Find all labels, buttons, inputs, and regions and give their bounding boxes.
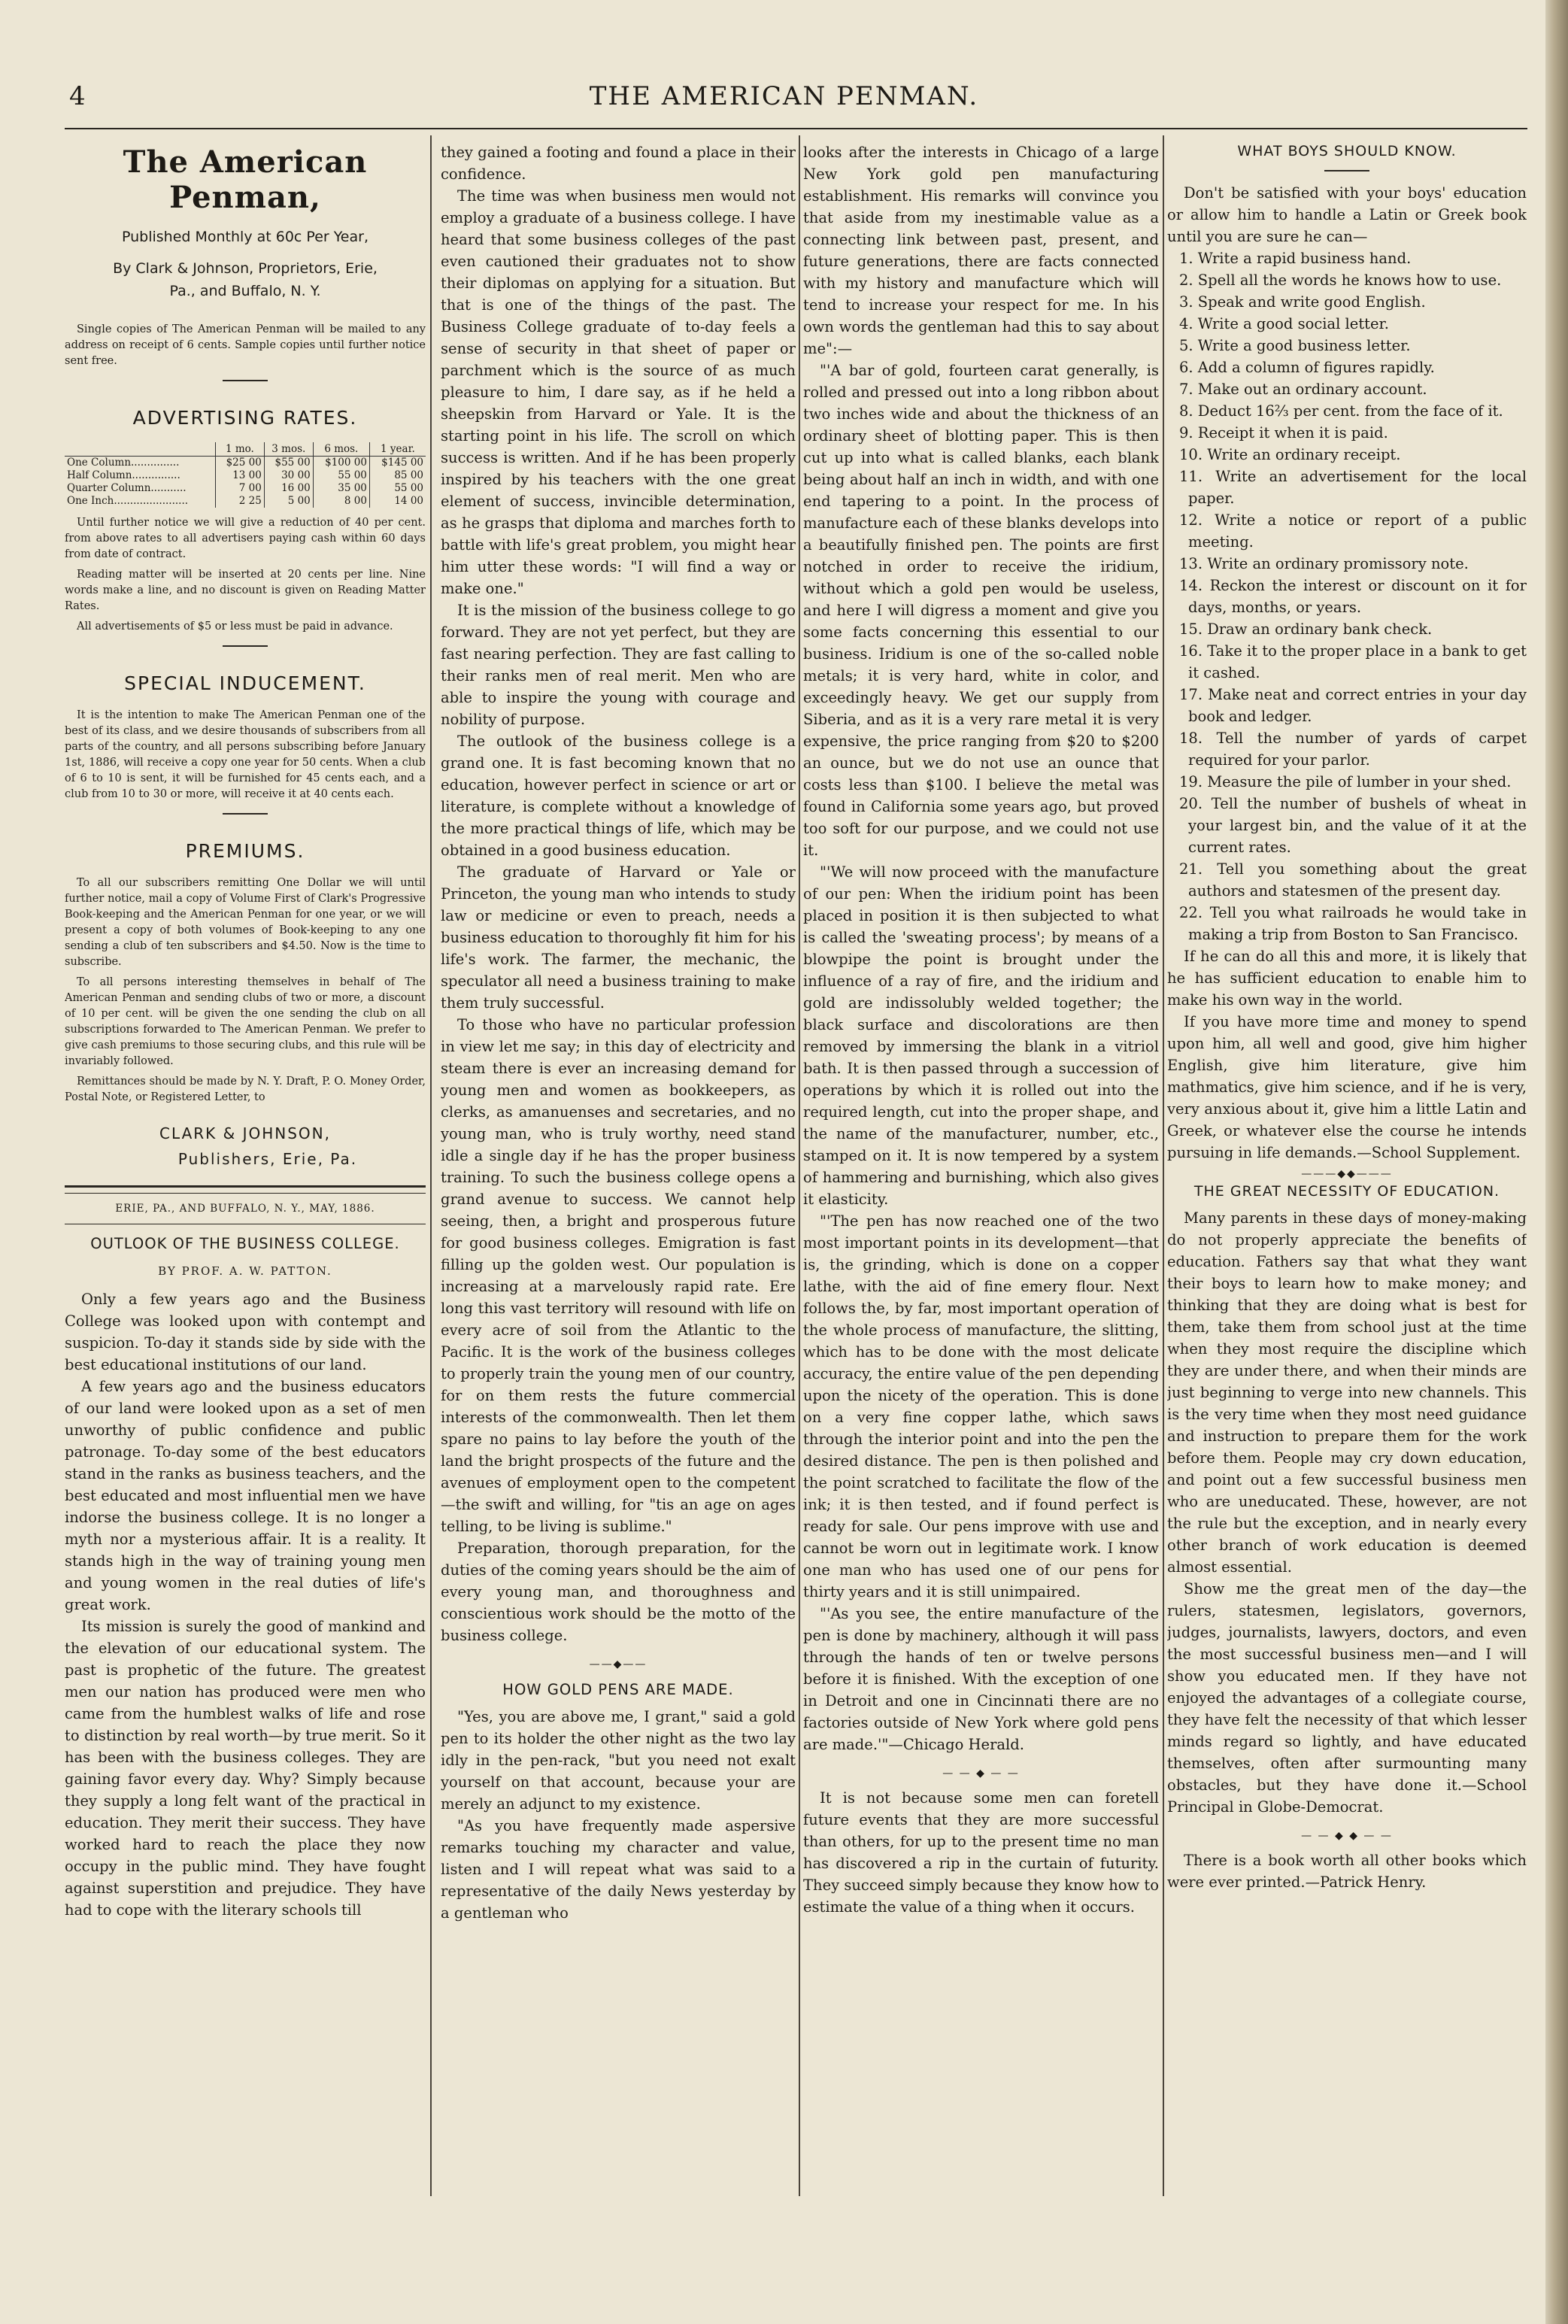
table-row [65, 495, 426, 508]
article-title: OUTLOOK OF THE BUSINESS COLLEGE. [90, 1235, 400, 1252]
advertising-heading: ADVERTISING RATES. [132, 407, 358, 429]
masthead-line: By Clark & Johnson, Proprietors, Erie, [113, 260, 378, 277]
article-paragraph: If he can do all this and more, it is likely that he has sufficient education to enable him to make his own way in the world. [1167, 948, 1527, 1009]
list-item: 3. Speak and write good English. [1179, 293, 1426, 311]
rate-column-header: 6 mos. [313, 442, 369, 457]
rate-value: 8 00 [313, 495, 369, 508]
rate-value: 55 00 [369, 482, 426, 495]
premiums-heading: PREMIUMS. [185, 840, 305, 862]
article-paragraph: "'As you see, the entire manufacture of the pen is done by machinery, although it will pass through the hands of ten or twelve persons before it is finished. With the exception of one in Detroit and one in Cincinnati there are no factories outside of New York where gold pens are made.'"—Chicago Herald. [803, 1605, 1159, 1753]
rate-column-header: 1 year. [369, 442, 426, 457]
masthead-title: The American Penman, [123, 144, 368, 215]
article-paragraph: they gained a footing and found a place in their confidence. [441, 144, 796, 183]
rate-value: 16 00 [264, 482, 313, 495]
premiums-text: To all our subscribers remitting One Dollar we will until further notice, mail a copy of Volume First of Clark's Progressive Book-keeping and the American Penman for one year, or we will present a copy of both volumes of Book-keeping to any one sending a club of ten subscribers and $4.50. Now is the time to subscribe. [65, 877, 426, 968]
rate-value: $55 00 [264, 457, 313, 470]
column-rule [799, 135, 800, 2196]
rate-value: 55 00 [313, 469, 369, 482]
article-paragraph: Preparation, thorough preparation, for the duties of the coming years should be the aim of every young man, and thoroughness and conscientious work should be the motto of the business college. [441, 1540, 796, 1644]
list-item: 13. Write an ordinary promissory note. [1179, 555, 1469, 572]
list-item: 10. Write an ordinary receipt. [1179, 446, 1401, 463]
list-item: 14. Reckon the interest or discount on it for days, months, or years. [1179, 577, 1527, 616]
rate-value: $25 00 [215, 457, 264, 470]
list-item: 2. Spell all the words he knows how to use. [1179, 272, 1502, 289]
article-paragraph: It is the mission of the business college to go forward. They are not yet perfect, but they are fast nearing perfection. They are fast calling to their ranks men of real merit. Men who are able to inspire the young with courage and nobility of purpose. [441, 602, 796, 728]
list-item: 1. Write a rapid business hand. [1179, 250, 1412, 267]
list-item: 18. Tell the number of yards of carpet required for your parlor. [1179, 730, 1527, 769]
article-paragraph: "'A bar of gold, fourteen carat generally, is rolled and pressed out into a long ribbon about two inches wide and about the thickness of an ordinary sheet of blotting paper. This is then cut up into what is called blanks, each blank being about half an inch in width, and with one end tapering to a point. In the process of manufacture each of these blanks develops into a beautifully finished pen. The points are first notched in order to receive the iridium, without which a gold pen would be useless, and here I will digress a moment and give you some facts concerning this essential to our business. Iridium is one of the so-called noble metals; it is very hard, white in color, and exceedingly heavy. We get our supply from Siberia, and as it is a very rare metal it is very expensive, the price ranging from $20 to $200 an ounce, but we do not use an ounce that costs less than $100. I believe the metal was found in California some years ago, but proved too soft for our purpose, and we could not use it. [803, 362, 1159, 859]
ornament-divider: — — ◆ ◆ — — [1301, 1830, 1393, 1842]
article-paragraph: "'The pen has now reached one of the two most important points in its development—that is, the grinding, which is done on a copper lathe, with the aid of fine emery flour. Next follows the, by far, most important operation of the whole process of manufacture, the slitting, which has to be done with the most delicate accuracy, the entire value of the pen depending upon the nicety of the operation. This is done on a very fine copper lathe, which saws through the interior point and into the pen the desired distance. The pen is then polished and the point scratched to facilitate the flow of the ink; it is then tested, and if found perfect is ready for sale. Our pens improve with use and cannot be worn out in legitimate work. I know one man who has used one of our pens for thirty years and it is still unimpaired. [803, 1212, 1159, 1600]
premiums-text: Remittances should be made by N. Y. Draft, P. O. Money Order, Postal Note, or Registered Letter, to [65, 1076, 426, 1103]
list-item: 22. Tell you what railroads he would take in making a trip from Boston to San Francisco. [1179, 904, 1527, 943]
list-item: 8. Deduct 16⅔ per cent. from the face of it. [1179, 402, 1503, 420]
article-title: HOW GOLD PENS ARE MADE. [502, 1681, 734, 1698]
rate-value: 5 00 [264, 495, 313, 508]
article-title: WHAT BOYS SHOULD KNOW. [1237, 143, 1457, 159]
boys-list [1167, 247, 1527, 945]
column-4 [1167, 141, 1527, 2195]
advertising-note: All advertisements of $5 or less must be paid in advance. [77, 620, 393, 633]
list-item: 15. Draw an ordinary bank check. [1179, 620, 1433, 638]
article-paragraph: It is not because some men can foretell future events that they are more successful than others, for up to the present time no man has discovered a rip in the curtain of futurity. They succeed simply because they know how to estimate the value of a thing when it occurs. [803, 1789, 1159, 1916]
article-paragraph: The time was when business men would not employ a graduate of a business college. I have heard that some business colleges of the past even cautioned their graduates not to show their diplomas on applying for a situation. But that is one of the things of the past. The Business College graduate of to-day feels a sense of security in that sheet of paper or parchment which is the source of as much pleasure to him, I dare say, as if he held a sheepskin from Harvard or Yale. It is the starting point in his life. The scroll on which success is written. And if he has been properly inspired by his teachers with the one great element of success, invincible determination, as he grasps that diploma and marches forth to battle with life's great problem, you might hear him utter these words: "I will find a way or make one." [441, 187, 796, 597]
list-item: 12. Write a notice or report of a public meeting. [1179, 511, 1527, 551]
table-row [65, 457, 426, 470]
list-item: 21. Tell you something about the great authors and statesmen of the present day. [1179, 860, 1527, 900]
rate-label: Half Column............... [67, 469, 180, 481]
rate-column-header: 1 mo. [215, 442, 264, 457]
page-edge [1545, 0, 1568, 2324]
list-item: 20. Tell the number of bushels of wheat in your largest bin, and the value of it at the current rates. [1179, 795, 1527, 856]
column-2 [441, 141, 796, 2195]
article-paragraph: looks after the interests in Chicago of a large New York gold pen manufacturing establishment. His remarks will convince you that aside from my inestimable value as a connecting link between past, present, and future generations, there are facts connected with my history and manufacture which will tend to increase your respect for me. In his own words the gentleman had this to say about me":— [803, 144, 1159, 357]
column-1 [65, 141, 426, 2195]
advertising-note: Until further notice we will give a reduction of 40 per cent. from above rates to all advertisers paying cash within 60 days from date of contract. [65, 517, 426, 560]
article-paragraph: To those who have no particular profession in view let me say; in this day of electricity and steam there is ever an increasing demand for young men and women as bookkeepers, as clerks, as amanuenses and secretaries, and no young man, who is truly worthy, need stand idle a single day if he has the proper business training. To such the business college opens a grand avenue to success. We cannot help seeing, then, a bright and prosperous future for good business colleges. Emigration is fast filling up the golden west. Our population is increasing at a marvelously rapid rate. Ere long this vast territory will resound with life on every acre of soil from the Atlantic to the Pacific. It is the work of the business colleges to properly train the young men of our country, for on them rests the future commercial interests of the commonwealth. Then let them spare no pains to lay before the youth of the land the bright prospects of the future and the avenues of employment open to the competent—the swift and willing, for "tis an age on ages telling, to be living is sublime." [441, 1016, 796, 1535]
article-paragraph: The outlook of the business college is a grand one. It is fast becoming known that no education, however perfect in science or art or literature, is complete without a knowledge of the more practical things of life, which may be obtained in a good business education. [441, 733, 796, 859]
dateline: ERIE, PA., AND BUFFALO, N. Y., MAY, 1886. [115, 1203, 375, 1215]
article-paragraph: A few years ago and the business educators of our land were looked upon as a set of men unworthy of public confidence and public patronage. To-day some of the best educators stand in the ranks as business teachers, and the best educated and most influential men we have indorse the business college. It is no longer a myth nor a mysterious affair. It is a reality. It stands high in the way of training young men and young women in the real duties of life's great work. [65, 1378, 426, 1613]
column-rule [1163, 135, 1164, 2196]
rate-value: 14 00 [369, 495, 426, 508]
rate-value: 85 00 [369, 469, 426, 482]
ornament-divider: ———◆◆——— [1301, 1168, 1393, 1180]
article-paragraph: Only a few years ago and the Business College was looked upon with contempt and suspicion. To-day it stands side by side with the best educational institutions of our land. [65, 1291, 426, 1373]
list-item: 7. Make out an ordinary account. [1179, 381, 1427, 398]
list-item: 6. Add a column of figures rapidly. [1179, 359, 1435, 376]
table-row [65, 482, 426, 495]
masthead-notice: Single copies of The American Penman will be mailed to any address on receipt of 6 cents. Sample copies until further notice sent free. [65, 323, 426, 367]
article-title: THE GREAT NECESSITY OF EDUCATION. [1193, 1183, 1500, 1200]
advertising-rates-table [65, 442, 426, 508]
special-text: It is the intention to make The American Penman one of the best of its class, and we desire thousands of subscribers from all parts of the country, and all persons subscribing before January 1st, 1886, will receive a copy one year for 50 cents. When a club of 6 to 10 is sent, it will be furnished for 45 cents each, and a club from 10 to 30 or more, will receive it at 40 cents each. [65, 709, 426, 800]
rate-value: $145 00 [369, 457, 426, 470]
rate-column-header: 3 mos. [264, 442, 313, 457]
premiums-text: To all persons interesting themselves in behalf of The American Penman and sending clubs of two or more, a discount of 10 per cent. will be given the one sending the club on all subscriptions forwarded to The American Penman. We prefer to give cash premiums to those securing clubs, and this rule will be invariably followed. [65, 976, 426, 1067]
rate-value: 35 00 [313, 482, 369, 495]
article-paragraph: "As you have frequently made aspersive remarks touching my character and value, listen and I will repeat what was said to a representative of the daily News yesterday by a gentleman who [441, 1817, 796, 1922]
rate-label: Quarter Column........... [67, 482, 187, 494]
article-paragraph: Show me the great men of the day—the rulers, statesmen, legislators, governors, judges, journalists, lawyers, doctors, and even the most successful business men—and I will show you educated men. If they have not enjoyed the advantages of a collegiate course, they have felt the necessity of that which lesser minds regard so lightly, and have educated themselves, often after surmounting many obstacles, but they have done it.—School Principal in Globe-Democrat. [1167, 1580, 1527, 1816]
rate-value: 2 25 [215, 495, 264, 508]
article-paragraph: Its mission is surely the good of mankind and the elevation of our educational system. The past is prophetic of the future. The greatest men our nation has produced were men who came from the humblest walks of life and rose to distinction by real worth—by true merit. So it has been with the business colleges. They are gaining favor every day. Why? Simply because they supply a long felt want of the practical in education. They merit their success. They have worked hard to reach the place they now occupy in the public mind. They have fought against superstition and prejudice. They have had to cope with the literary schools till [65, 1618, 426, 1919]
masthead-line: Published Monthly at 60c Per Year, [121, 229, 368, 245]
section-rule [223, 645, 268, 647]
list-item: 4. Write a good social letter. [1179, 315, 1389, 332]
list-item: 17. Make neat and correct entries in your day book and ledger. [1179, 686, 1527, 725]
section-rule [223, 380, 268, 381]
publisher-location: Publishers, Erie, Pa. [177, 1150, 358, 1168]
byline: BY PROF. A. W. PATTON. [158, 1264, 332, 1278]
rate-label: One Column............... [67, 457, 180, 469]
section-rule [223, 813, 268, 815]
column-3 [803, 141, 1159, 2195]
list-item: 5. Write a good business letter. [1179, 337, 1411, 354]
rate-label: One Inch....................... [67, 495, 189, 507]
masthead-line: Pa., and Buffalo, N. Y. [169, 283, 321, 299]
advertising-note: Reading matter will be inserted at 20 cents per line. Nine words make a line, and no discount is given on Reading Matter Rates. [65, 569, 426, 612]
article-paragraph: Many parents in these days of money-making do not properly appreciate the benefits of education. Fathers say that what they want their boys to learn how to make money; and thinking that they are doing what is best for them, take them from school just at the time when they most require the discipline which they are under there, and when their minds are just beginning to verge into new channels. This is the very time when they most need guidance and instruction to prepare them for the work before them. People may cry down education, and point out a few successful business men who are uneducated. These, however, are not the rule but the exception, and in nearly every other branch of work education is deemed almost essential. [1167, 1209, 1527, 1576]
article-paragraph: Don't be satisfied with your boys' education or allow him to handle a Latin or Greek book until you are sure he can— [1167, 184, 1527, 245]
page-number: 4 [69, 81, 86, 111]
article-paragraph: "Yes, you are above me, I grant," said a gold pen to its holder the other night as the two lay idly in the pen-rack, "but you need not exalt yourself on that account, because your are merely an adjunct to my existence. [441, 1708, 796, 1813]
ornament-divider: ——◆—— [589, 1658, 648, 1670]
section-rule [1324, 170, 1369, 171]
column-rule [430, 135, 432, 2196]
list-item: 9. Receipt it when it is paid. [1179, 424, 1388, 441]
article-paragraph: "'We will now proceed with the manufacture of our pen: When the iridium point has been placed in position it is then subjected to what is called the 'sweating process'; by means of a blowpipe the point is brought under the influence of a ray of fire, and the iridium and gold are indissolubly welded together; the black surface and discolorations are then removed by immersing the blank in a vitriol bath. It is then passed through a succession of operations by which it is rolled out into the required length, cut into the proper shape, and the name of the manufacturer, number, etc., stamped on it. It is now tempered by a system of hammering and burnishing, which also gives it elasticity. [803, 863, 1159, 1208]
rate-value: 7 00 [215, 482, 264, 495]
list-item: 19. Measure the pile of lumber in your shed. [1179, 773, 1512, 790]
double-rule [65, 1185, 426, 1194]
publisher-name: CLARK & JOHNSON, [159, 1124, 331, 1142]
special-heading: SPECIAL INDUCEMENT. [124, 672, 366, 694]
ornament-divider: — — ◆ — — [942, 1767, 1020, 1779]
list-item: 11. Write an advertisement for the local paper. [1179, 468, 1527, 507]
rate-value: 13 00 [215, 469, 264, 482]
running-title: THE AMERICAN PENMAN. [589, 81, 979, 111]
article-paragraph: The graduate of Harvard or Yale or Princeton, the young man who intends to study law or medicine or even to preach, needs a business education to thoroughly fit him for his life's work. The farmer, the mechanic, the speculator all need a business training to make them truly successful. [441, 863, 796, 1012]
rate-value: $100 00 [313, 457, 369, 470]
list-item: 16. Take it to the proper place in a bank to get it cashed. [1179, 642, 1527, 681]
rate-value: 30 00 [264, 469, 313, 482]
table-row [65, 469, 426, 482]
closing-quote: There is a book worth all other books which were ever printed.—Patrick Henry. [1167, 1852, 1527, 1891]
header-rule [65, 128, 1527, 129]
article-paragraph: If you have more time and money to spend upon him, all well and good, give him higher English, give him literature, give him mathmatics, give him science, and if he is very, very anxious about it, give him a little Latin and Greek, or whatever else the course he intends pursuing in life demands.—School Supplement. [1167, 1013, 1527, 1161]
